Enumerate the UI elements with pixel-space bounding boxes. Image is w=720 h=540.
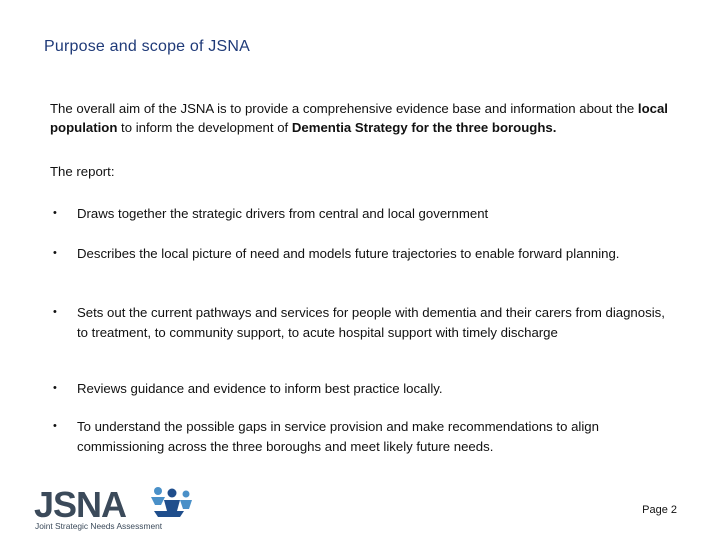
page-number: Page 2 xyxy=(642,504,677,516)
intro-bold-local-population: local population xyxy=(50,101,668,135)
report-label: The report: xyxy=(50,164,115,179)
list-item-text: Draws together the strategic drivers from central and local government xyxy=(77,206,489,221)
people-figures-icon xyxy=(151,487,192,517)
bullet-dot: • xyxy=(53,247,57,259)
logo-wordmark: JSNA xyxy=(34,485,127,525)
list-item-text: To understand the possible gaps in service provision and make recommendations to align commissioning across the three boroughs and meet likely future needs. xyxy=(77,419,599,454)
intro-text-2: to inform the development of xyxy=(117,120,292,135)
page-title: Purpose and scope of JSNA xyxy=(44,38,251,55)
list-item-text: Describes the local picture of need and models future trajectories to enable forward planning. xyxy=(77,246,620,261)
jsna-logo-graphic xyxy=(34,485,194,531)
intro-text-1: The overall aim of the JSNA is to provide a comprehensive evidence base and information about the xyxy=(50,101,638,116)
bullet-dot: • xyxy=(53,420,57,432)
bullet-dot: • xyxy=(53,306,57,318)
jsna-logo xyxy=(34,485,194,531)
bullet-dot: • xyxy=(53,382,57,394)
list-item-text: Sets out the current pathways and services for people with dementia and their carers from diagnosis, to treatment, to community support, to acute hospital support with timely discharge xyxy=(77,305,665,340)
intro-bold-dementia-strategy: Dementia Strategy for the three boroughs. xyxy=(291,120,557,135)
list-item-text: Reviews guidance and evidence to inform best practice locally. xyxy=(77,381,443,396)
intro-paragraph xyxy=(50,99,690,137)
bullet-dot: • xyxy=(53,207,57,219)
logo-tagline: Joint Strategic Needs Assessment xyxy=(35,521,163,531)
